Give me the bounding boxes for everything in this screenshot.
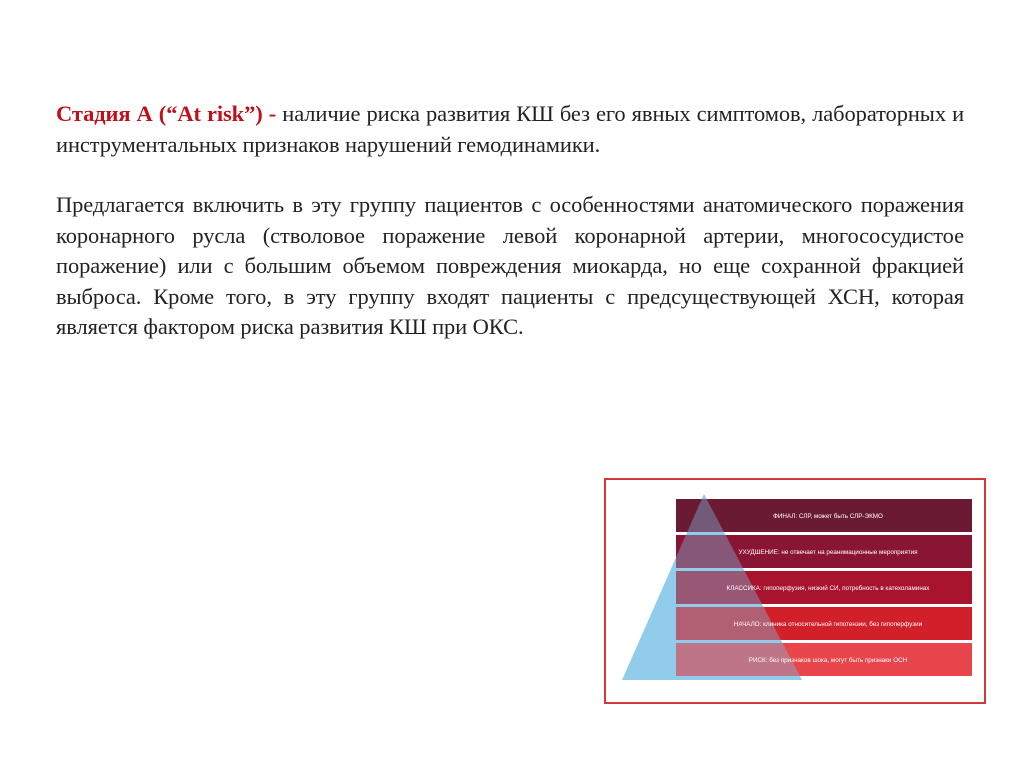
band-onset-label: НАЧАЛО: клиника относительной гипотензии, без гипоперфузии — [733, 621, 923, 628]
proposal-paragraph: Предлагается включить в эту группу пациентов с особенностями анатомического поражения коронарного русла (стволовое поражение левой коронарной артерии, многососудистое поражение) или с большим объемом повреждения миокарда, но еще сохранной фракцией выброса. Кроме того, в эту группу входят пациенты с предсуществующей ХСН, которая является фактором риска развития КШ при ОКС. — [56, 192, 964, 339]
band-risk-label: РИСК: без признаков шока, могут быть признаки ОСН — [748, 657, 908, 664]
stage-a-definition: наличие риска развития КШ без его явных симптомов, лабораторных и инструментальных признаков нарушений гемодинамики. — [56, 101, 965, 157]
pyramid-svg — [606, 480, 984, 702]
band-worsening-label: УХУДШЕНИЕ: не отвечает на реанимационные мероприятия — [738, 549, 918, 556]
shock-stages-pyramid-figure — [604, 478, 986, 704]
slide-text — [56, 99, 964, 343]
stage-a-title: Стадия А (“At risk”) — [56, 101, 263, 126]
stage-a-dash: - — [262, 101, 283, 126]
band-final-label: ФИНАЛ: СЛР, может быть СЛР-ЭКМО — [773, 513, 883, 520]
band-classic-label: КЛАССИКА: гипоперфузия, низкий СИ, потребность в катехоламинах — [726, 585, 930, 592]
stage-a-paragraph — [56, 99, 964, 160]
